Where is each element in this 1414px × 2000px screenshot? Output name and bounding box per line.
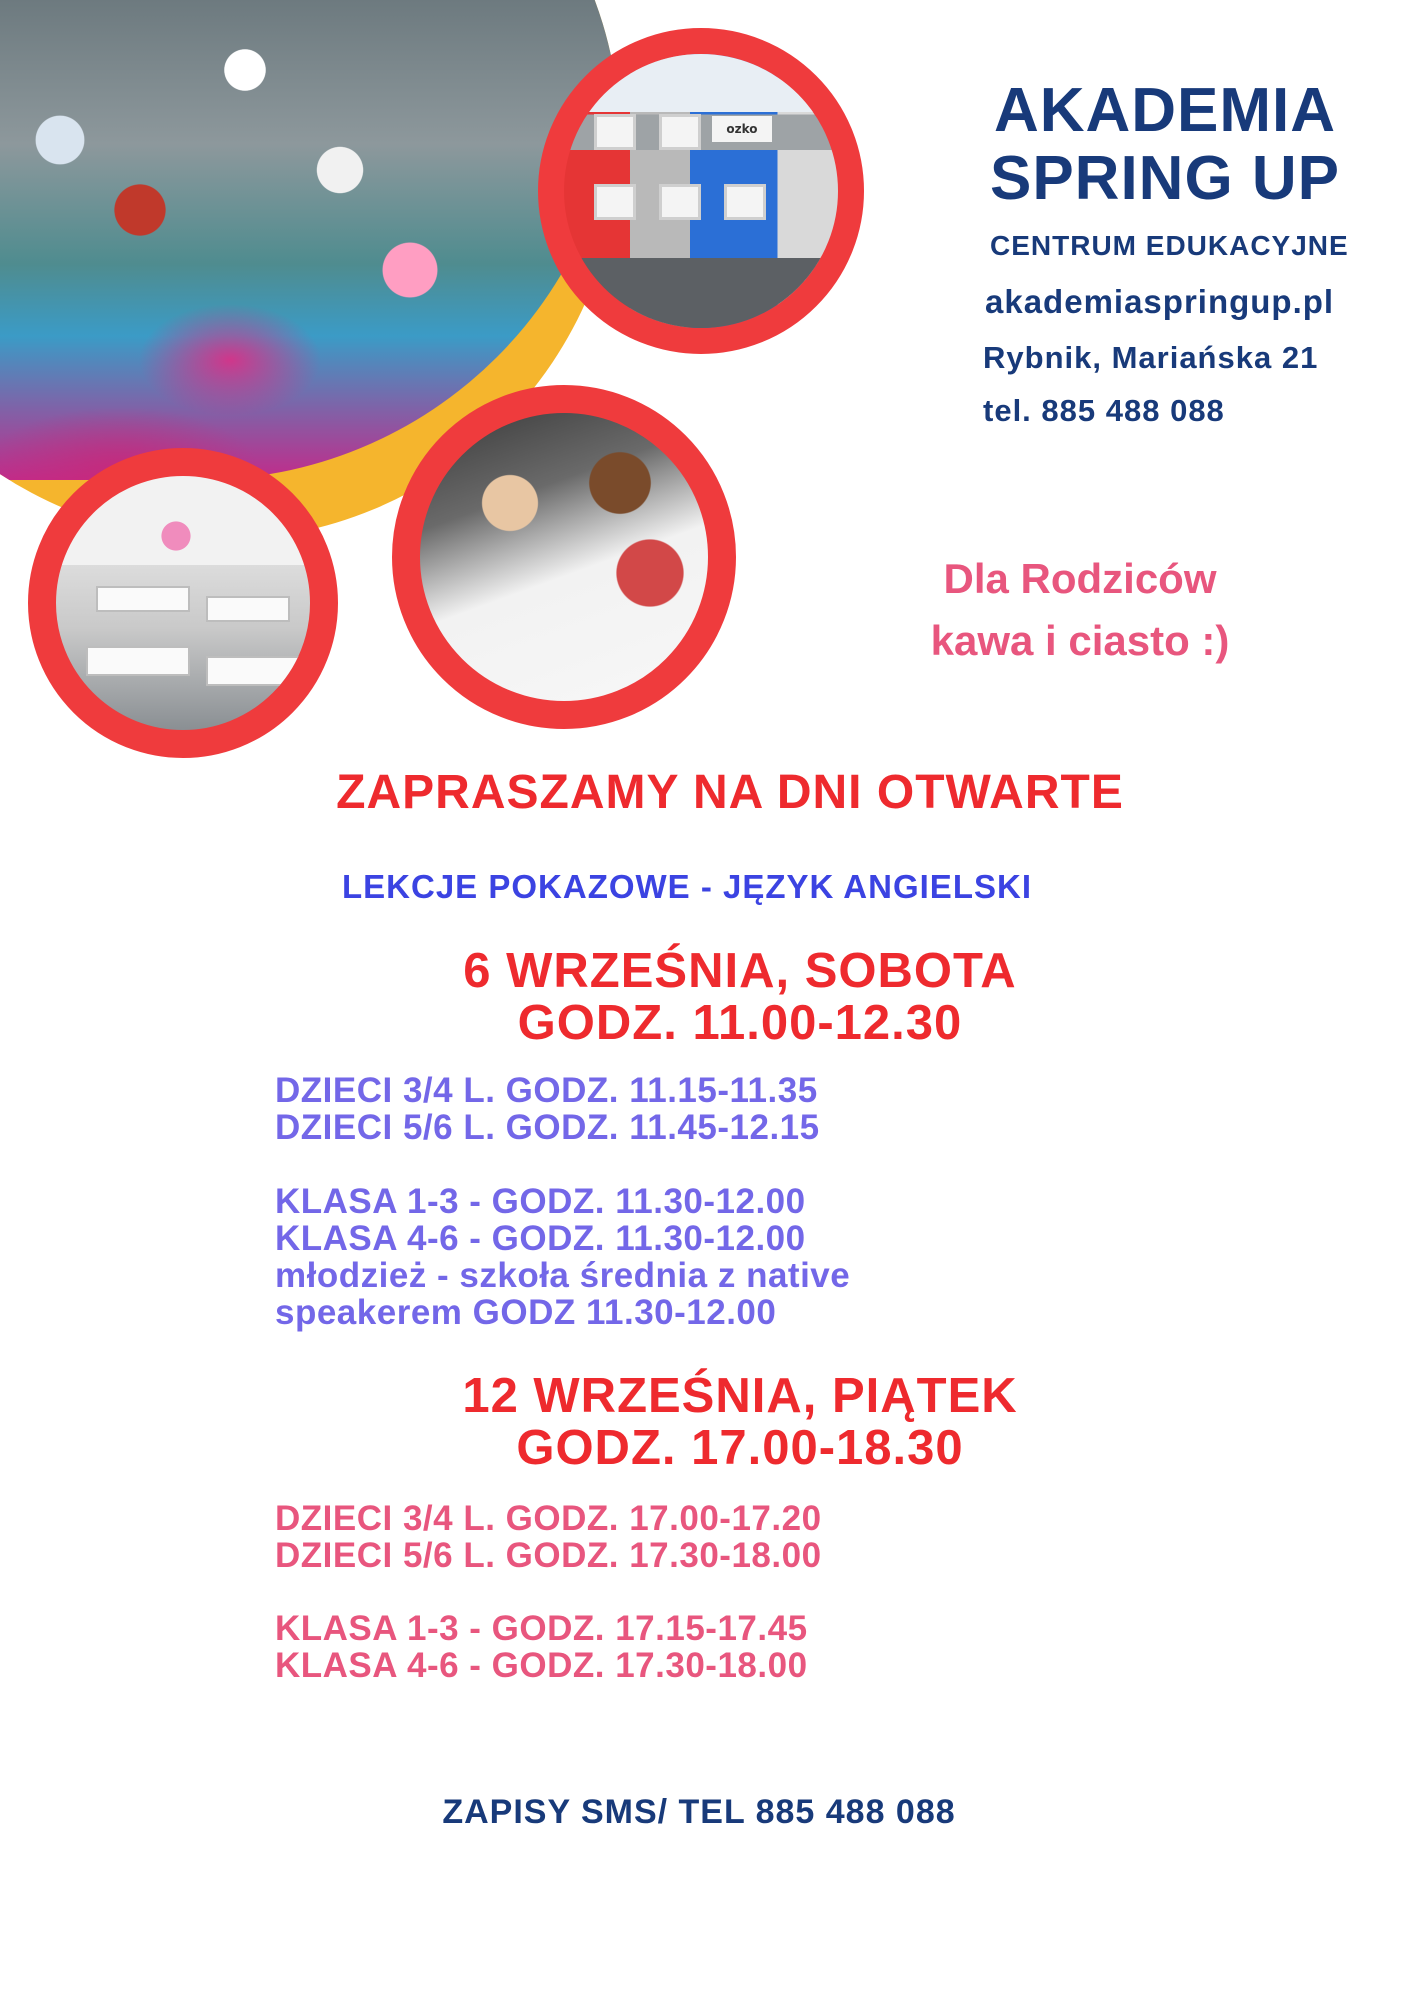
day2-hours: GODZ. 17.00-18.30 [516,1421,964,1475]
building-window [594,114,636,150]
brand-subtitle: CENTRUM EDUKACYJNE [990,230,1349,261]
website-link[interactable]: akademiaspringup.pl [985,283,1335,320]
day1-group-b [275,1183,850,1331]
schedule-line: speakerem GODZ 11.30-12.00 [275,1293,777,1332]
parents-note-line2: kawa i ciasto :) [930,617,1230,664]
schedule-line: KLASA 1-3 - GODZ. 17.15-17.45 [275,1609,808,1648]
subheadline: LEKCJE POKAZOWE - JĘZYK ANGIELSKI [341,868,1032,905]
schedule-line: DZIECI 5/6 L. GODZ. 17.30-18.00 [275,1536,822,1575]
photo-building [538,28,864,354]
schedule-line: młodzież - szkoła średnia z native [275,1256,851,1295]
day1-hours: GODZ. 11.00-12.30 [517,996,963,1050]
building-sky [564,54,838,112]
schedule-line: DZIECI 5/6 L. GODZ. 11.45-12.15 [275,1108,820,1147]
building-window [594,184,636,220]
building-window [659,184,701,220]
schedule-line: KLASA 1-3 - GODZ. 11.30-12.00 [275,1182,806,1221]
photo-classroom [28,448,338,758]
building-ground [564,258,838,328]
photo-children-drawing [392,385,736,729]
classroom-desk [86,646,190,676]
schedule-line: DZIECI 3/4 L. GODZ. 17.00-17.20 [275,1499,822,1538]
day2-group-b [275,1610,808,1684]
brand-title-line2: SPRING UP [989,144,1341,213]
phone-text: tel. 885 488 088 [983,393,1225,428]
classroom-desk [206,596,290,622]
building-window [724,184,766,220]
day1-date: 6 WRZEŚNIA, SOBOTA [463,944,1017,998]
parents-note-line1: Dla Rodziców [943,555,1217,602]
headline: ZAPRASZAMY NA DNI OTWARTE [336,766,1124,819]
brand-title-line1: AKADEMIA [993,76,1337,145]
building-window [659,114,701,150]
building-sign: ozko [712,116,772,142]
classroom-desk [206,656,300,686]
signup-footer: ZAPISY SMS/ TEL 885 488 088 [442,1793,956,1831]
day2-date: 12 WRZEŚNIA, PIĄTEK [462,1369,1018,1423]
schedule-line: KLASA 4-6 - GODZ. 17.30-18.00 [275,1646,808,1685]
classroom-desk [96,586,190,612]
day1-group-a [275,1072,820,1146]
address-text: Rybnik, Mariańska 21 [983,340,1319,375]
schedule-line: KLASA 4-6 - GODZ. 11.30-12.00 [275,1219,806,1258]
schedule-line: DZIECI 3/4 L. GODZ. 11.15-11.35 [275,1071,818,1110]
day2-group-a [275,1500,822,1574]
